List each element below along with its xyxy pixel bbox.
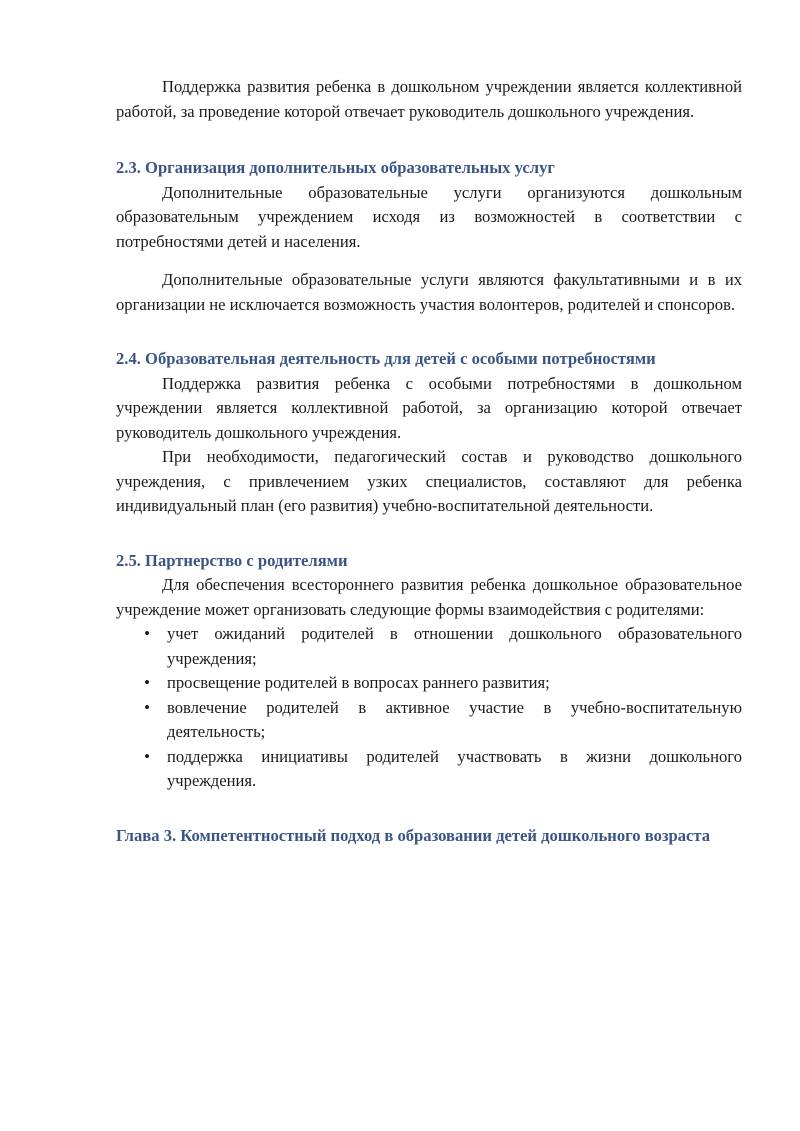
paragraph-2-3-2: Дополнительные образовательные услуги являются факультативными и в их организации не исключается возможность участия волонтеров, родителей и спонсоров.	[116, 270, 742, 314]
paragraph-2-3-1: Дополнительные образовательные услуги организуются дошкольным образовательным учреждением исходя из возможностей в соответствии с потребностями детей и населения.	[116, 182, 742, 251]
bullet-icon: •	[144, 746, 150, 766]
list-item-text: поддержка инициативы родителей участвовать в жизни дошкольного учреждения.	[167, 746, 742, 790]
list-item	[116, 622, 742, 671]
list-item-text: учет ожиданий родителей в отношении дошкольного образовательного учреждения;	[167, 624, 742, 668]
parent-interaction-list	[116, 622, 742, 794]
list-item-text: просвещение родителей в вопросах раннего развития;	[167, 673, 550, 692]
bullet-icon: •	[144, 673, 150, 692]
list-item-text: вовлечение родителей в активное участие в учебно-воспитательную деятельность;	[167, 697, 742, 741]
bullet-icon: •	[144, 697, 150, 717]
paragraph-2-5-1: Для обеспечения всестороннего развития ребенка дошкольное образовательное учреждение может организовать следующие формы взаимодействия с родителями:	[116, 575, 742, 619]
bullet-icon: •	[144, 624, 150, 643]
list-item	[116, 696, 742, 745]
list-item	[116, 745, 742, 794]
paragraph-intro: Поддержка развития ребенка в дошкольном учреждении является коллективной работой, за проведение которой отвечает руководитель дошкольного учреждения.	[116, 77, 742, 121]
document-body	[116, 75, 742, 848]
section-heading-2-3: 2.3. Организация дополнительных образовательных услуг	[116, 158, 555, 177]
section-heading-2-4: 2.4. Образовательная деятельность для детей с особыми потребностями	[116, 349, 656, 368]
section-heading-2-5: 2.5. Партнерство с родителями	[116, 550, 348, 570]
list-item	[116, 671, 742, 696]
paragraph-2-4-2: При необходимости, педагогический состав и руководство дошкольного учреждения, с привлечением узких специалистов, составляют для ребенка индивидуальный план (его развития) учебно-воспитательной деятельности.	[116, 447, 742, 515]
paragraph-2-4-1: Поддержка развития ребенка с особыми потребностями в дошкольном учреждении является коллективной работой, за организацию которой отвечает руководитель дошкольного учреждения.	[116, 373, 742, 442]
chapter-heading-3: Глава 3. Компетентностный подход в образовании детей дошкольного возраста	[116, 825, 711, 845]
